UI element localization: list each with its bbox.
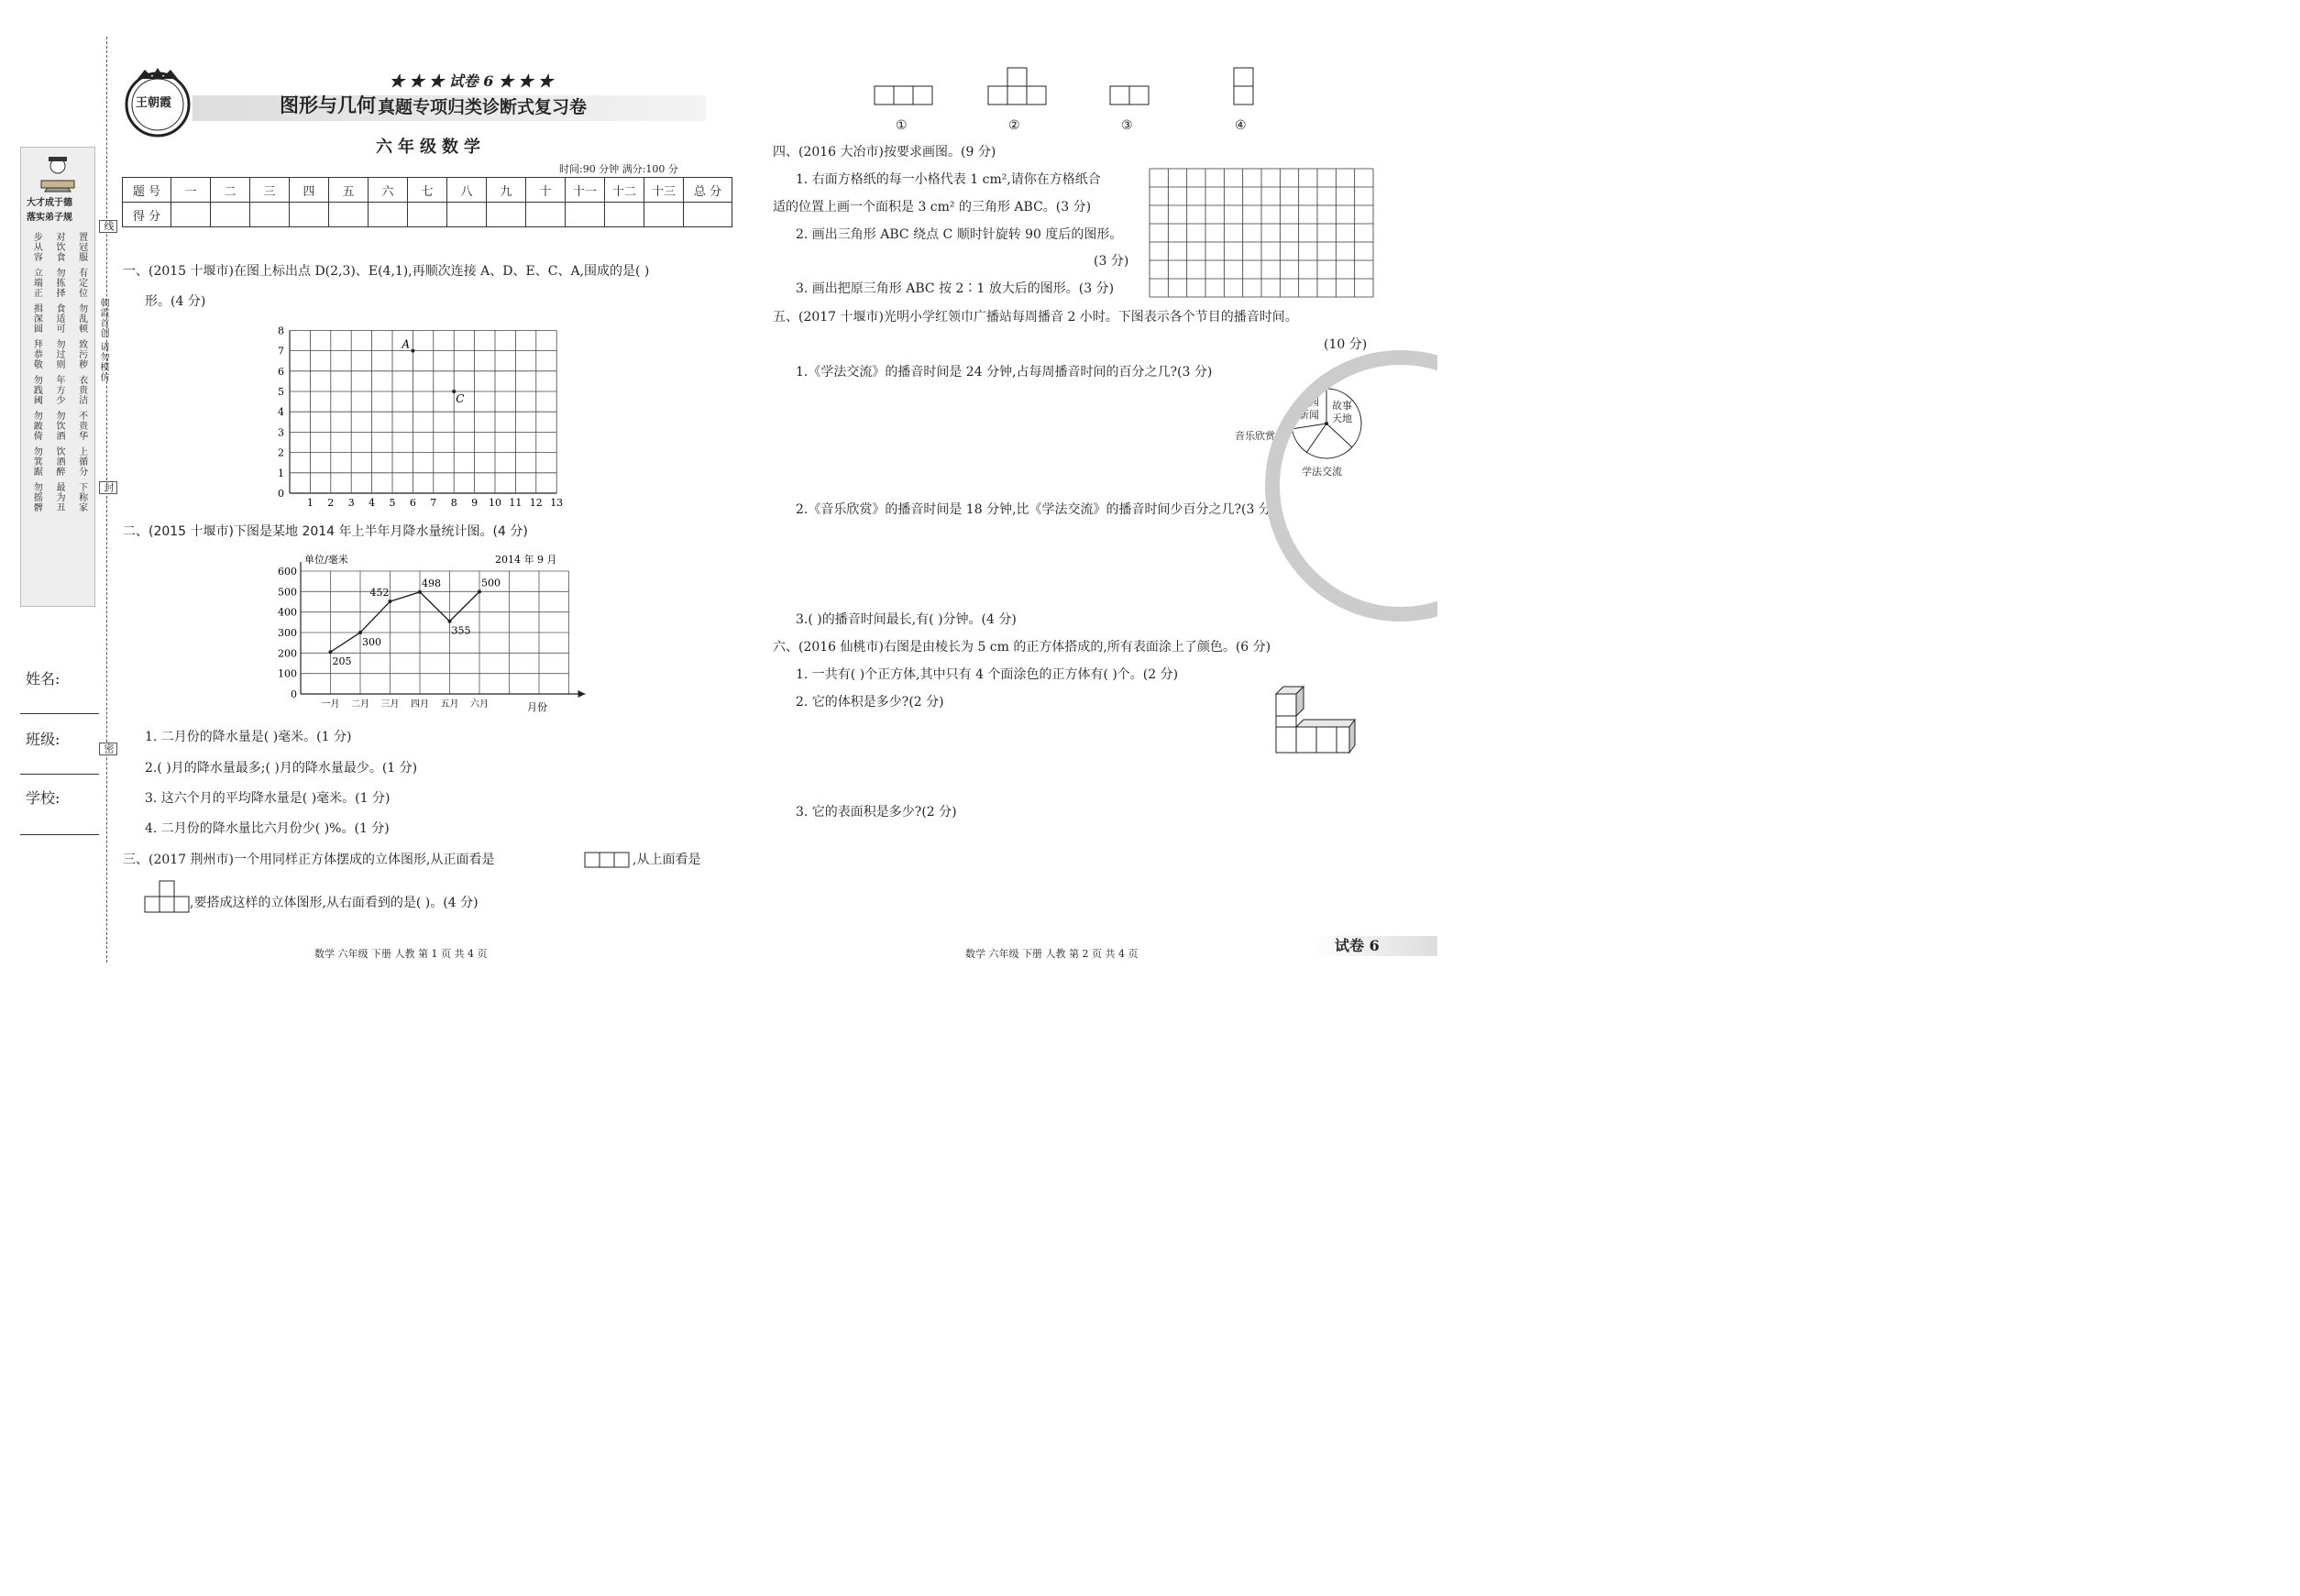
rainfall-data-label: 452 [369, 587, 390, 600]
q4-sub1a: 1. 右面方格纸的每一小格代表 1 cm²,请你在方格纸合 [796, 172, 1101, 187]
front-view-figure [584, 852, 630, 868]
score-input-cell[interactable] [644, 203, 684, 227]
name-label: 姓名: [26, 670, 61, 688]
rainfall-data-label: 500 [481, 577, 501, 589]
cube-stack-figure [1272, 683, 1357, 756]
score-input-cell[interactable] [566, 203, 605, 227]
school-line[interactable] [20, 834, 99, 835]
q2-sub4: 4. 二月份的降水量比六月份少( )%。(1 分) [145, 821, 390, 836]
score-header-cell: 七 [408, 178, 447, 203]
q6-sub1: 1. 一共有( )个正方体,其中只有 4 个面涂色的正方体有( )个。(2 分) [796, 667, 1179, 682]
q1-coordinate-grid[interactable] [266, 323, 578, 515]
q1-text: 一、(2015 十堰市)在图上标出点 D(2,3)、E(4,1),再顺次连接 A、D、E、C、A,围成的是( ) [123, 264, 650, 279]
binding-line [106, 37, 107, 963]
chart-x-label: 月份 [527, 701, 547, 713]
rainfall-point [329, 650, 333, 654]
rule-group [25, 232, 93, 262]
rule-item: 勿践阈 [31, 375, 42, 405]
grid-x-tick: 12 [529, 497, 543, 509]
rule-item: 下称家 [76, 482, 87, 512]
rainfall-point [448, 620, 452, 623]
footer-tag: 试卷 6 [1335, 937, 1380, 954]
q4-text: 四、(2016 大冶市)按要求画图。(9 分) [773, 145, 996, 160]
rule-group [25, 375, 93, 405]
score-input-cell[interactable] [290, 203, 329, 227]
q6-sub3: 3. 它的表面积是多少?(2 分) [796, 805, 957, 820]
grid-x-tick: 1 [306, 497, 314, 509]
chart-y-tick: 600 [278, 566, 297, 578]
grid-y-tick: 3 [278, 426, 284, 439]
score-header-cell: 四 [290, 178, 329, 203]
score-input-cell[interactable] [605, 203, 644, 227]
score-value-row [123, 203, 732, 227]
q4-sub2a: 2. 画出三角形 ABC 绕点 C 顺时针旋转 90 度后的图形。 [796, 227, 1123, 242]
chart-y-tick: 300 [278, 627, 297, 639]
option-1-figure[interactable] [874, 85, 934, 105]
grid-y-tick: 6 [278, 365, 284, 378]
score-input-cell[interactable] [211, 203, 250, 227]
option-2-figure[interactable] [987, 67, 1048, 105]
grid-x-tick: 5 [389, 497, 396, 509]
score-header-cell: 总 分 [684, 178, 732, 203]
school-label: 学校: [26, 789, 61, 807]
series-label: ★ ★ ★ 试卷 6 ★ ★ ★ [390, 72, 554, 90]
rule-item: 勿拣择 [53, 268, 64, 298]
chart-y-tick: 0 [291, 688, 297, 700]
score-header-cell: 五 [329, 178, 369, 203]
rule-item: 衣贵洁 [76, 375, 87, 405]
q3-text: 三、(2017 荆州市)一个用同样正方体摆成的立体图形,从正面看是 [123, 853, 495, 867]
watermark-stamp-icon [1263, 348, 1437, 623]
rule-item: 年方少 [53, 375, 64, 405]
top-view-figure [144, 880, 190, 913]
q5-points: (10 分) [1324, 337, 1368, 352]
score-header-cell: 十二 [605, 178, 644, 203]
q2-sub1: 1. 二月份的降水量是( )毫米。(1 分) [145, 730, 352, 744]
q2-text: 二、(2015 十堰市)下图是某地 2014 年上半年月降水量统计图。(4 分) [123, 524, 528, 539]
score-header-cell: 十一 [566, 178, 605, 203]
chart-y-label: 单位/毫米 [304, 554, 348, 566]
rule-group [25, 482, 93, 512]
q6-text: 六、(2016 仙桃市)右图是由棱长为 5 cm 的正方体搭成的,所有表面涂上了颜色。(6 分) [773, 640, 1271, 655]
grid-y-tick: 1 [278, 467, 284, 479]
point-a [411, 349, 414, 353]
option-3-label: ③ [1121, 118, 1133, 133]
score-row-label: 得 分 [123, 203, 171, 227]
rainfall-point [478, 589, 481, 593]
score-input-cell[interactable] [684, 203, 732, 227]
name-line[interactable] [20, 713, 99, 714]
class-label: 班级: [26, 731, 61, 748]
grid-x-tick: 11 [509, 497, 523, 509]
chart-y-tick: 200 [278, 647, 297, 660]
title-rest: 真题专项归类诊断式复习卷 [378, 97, 588, 117]
rule-item: 拜恭敬 [31, 339, 42, 369]
chart-x-tick: 三月 [380, 699, 400, 710]
rule-item: 立端正 [31, 268, 42, 298]
point-c-label: C [456, 392, 465, 405]
scholar-icon [38, 153, 78, 193]
rule-item: 勿过则 [53, 339, 64, 369]
rainfall-series-line [331, 591, 480, 652]
score-input-cell[interactable] [526, 203, 566, 227]
q5-text: 五、(2017 十堰市)光明小学红领巾广播站每周播音 2 小时。下图表示各个节目的播音时间。 [773, 310, 1298, 325]
sidebar-panel [20, 147, 95, 607]
rule-group [25, 339, 93, 369]
grid-x-tick: 9 [471, 497, 479, 509]
subject-title: 六年级数学 [376, 138, 486, 157]
pie-label-study: 学法交流 [1302, 466, 1342, 478]
grid-y-tick: 0 [278, 488, 284, 500]
grid-y-tick: 7 [278, 345, 284, 358]
score-header-cell: 题 号 [123, 178, 171, 203]
score-header-cell: 六 [369, 178, 408, 203]
time-info: 时间:90 分钟 满分:100 分 [559, 163, 678, 175]
rule-group [25, 268, 93, 298]
margin-mark-secret: 密 [99, 743, 117, 755]
grid-y-tick: 8 [278, 325, 284, 337]
rule-item: 步从容 [31, 232, 42, 262]
option-3-figure[interactable] [1109, 85, 1151, 105]
chart-y-tick: 400 [278, 606, 297, 619]
score-input-cell[interactable] [447, 203, 487, 227]
motto-1: 大才成于德 [27, 198, 72, 208]
score-table [122, 177, 732, 227]
option-4-label: ④ [1235, 118, 1247, 133]
footer-left: 数学 六年级 下册 人教 第 1 页 共 4 页 [314, 948, 488, 960]
grid-x-tick: 2 [327, 497, 335, 509]
grid-x-tick: 4 [369, 497, 376, 509]
chart-y-tick: 500 [278, 586, 297, 599]
score-header-cell: 三 [250, 178, 290, 203]
margin-mark-line: 线 [99, 220, 117, 233]
chart-x-arrow [578, 690, 586, 698]
score-header-row [123, 178, 732, 203]
q5-sub2: 2.《音乐欣赏》的播音时间是 18 分钟,比《学法交流》的播音时间少百分之几?(3 分) [796, 502, 1277, 517]
q1-text-2: 形。(4 分) [145, 294, 206, 309]
rules-list [25, 232, 93, 518]
rule-item: 有定位 [76, 268, 87, 298]
rule-item: 不贵华 [76, 411, 87, 441]
rule-item: 勿乱顿 [76, 303, 87, 334]
score-input-cell[interactable] [171, 203, 211, 227]
option-4-figure[interactable] [1233, 67, 1255, 105]
class-line[interactable] [20, 774, 99, 775]
q5-sub3: 3.( )的播音时间最长,有( )分钟。(4 分) [796, 612, 1017, 627]
chart-x-tick: 四月 [411, 699, 429, 710]
pie-label-music: 音乐欣赏 [1235, 430, 1275, 442]
score-header-cell: 十三 [644, 178, 684, 203]
chart-title: 2014 年 9 月 [495, 554, 557, 566]
score-header-cell: 一 [171, 178, 211, 203]
q4-square-grid[interactable] [1149, 168, 1374, 298]
rainfall-line-chart [257, 550, 587, 720]
q3-text-after: ,从上面看是 [633, 853, 701, 867]
brand-name: 王朝霞 [136, 96, 172, 110]
rule-item: 最为丑 [53, 482, 64, 512]
q4-sub1b: 适的位置上画一个面积是 3 cm² 的三角形 ABC。(3 分) [773, 200, 1092, 215]
pie-label-news: 校园新闻 [1299, 396, 1319, 421]
point-a-label: A [402, 337, 411, 351]
rule-item: 置冠服 [76, 232, 87, 262]
title-bold: 图形与几何 [280, 94, 376, 116]
grid-y-tick: 2 [278, 446, 284, 459]
q4-sub2b: (3 分) [1094, 254, 1129, 269]
margin-mark-seal: 封 [99, 481, 117, 494]
footer-right: 数学 六年级 下册 人教 第 2 页 共 4 页 [965, 948, 1139, 960]
grid-y-tick: 5 [278, 386, 284, 398]
rainfall-data-label: 498 [422, 577, 441, 589]
rule-group [25, 411, 93, 441]
rule-item: 致污秽 [76, 339, 87, 369]
q6-sub2: 2. 它的体积是多少?(2 分) [796, 695, 944, 710]
rule-item: 揖深圆 [31, 303, 42, 334]
score-input-cell[interactable] [250, 203, 290, 227]
rule-item: 饮酒醉 [53, 446, 64, 477]
chart-x-tick: 六月 [470, 699, 489, 710]
rule-item: 勿跛倚 [31, 411, 42, 441]
chart-y-tick: 100 [278, 667, 297, 680]
pie-label-stories: 故事天地 [1332, 400, 1352, 424]
chart-x-tick: 二月 [351, 699, 369, 710]
rule-item: 对饮食 [53, 232, 64, 262]
grid-x-tick: 10 [489, 497, 501, 509]
option-1-label: ① [896, 118, 908, 133]
rule-item: 食适可 [53, 303, 64, 334]
score-header-cell: 八 [447, 178, 487, 203]
score-header-cell: 九 [487, 178, 526, 203]
score-input-cell[interactable] [408, 203, 447, 227]
grid-x-tick: 3 [347, 497, 355, 509]
grid-x-tick: 8 [450, 497, 457, 509]
grid-x-tick: 6 [409, 497, 416, 509]
rule-group [25, 303, 93, 334]
score-input-cell[interactable] [369, 203, 408, 227]
q4-sub3: 3. 画出把原三角形 ABC 按 2∶1 放大后的图形。(3 分) [796, 281, 1115, 296]
rainfall-data-label: 355 [451, 624, 471, 637]
score-input-cell[interactable] [487, 203, 526, 227]
rule-item: 上循分 [76, 446, 87, 477]
rainfall-data-label: 300 [362, 636, 381, 648]
score-header-cell: 二 [211, 178, 250, 203]
rule-item: 勿饮酒 [53, 411, 64, 441]
grid-y-tick: 4 [278, 406, 284, 419]
rule-item: 勿摇髀 [31, 482, 42, 512]
q5-sub1: 1.《学法交流》的播音时间是 24 分钟,占每周播音时间的百分之几?(3 分) [796, 365, 1213, 380]
score-input-cell[interactable] [329, 203, 369, 227]
grid-x-tick: 13 [550, 497, 564, 509]
q2-sub2: 2.( )月的降水量最多;( )月的降水量最少。(1 分) [145, 761, 418, 776]
q3-text-2: ,要搭成这样的立体图形,从右面看到的是( )。(4 分) [190, 896, 479, 910]
rule-group [25, 446, 93, 477]
option-2-label: ② [1008, 118, 1020, 133]
motto-2: 落实弟子规 [27, 213, 72, 223]
q2-sub3: 3. 这六个月的平均降水量是( )毫米。(1 分) [145, 791, 391, 806]
rainfall-point [418, 590, 422, 594]
copyright-warning: 朝霞首创 请勿模仿 [98, 298, 108, 383]
rainfall-data-label: 205 [332, 655, 352, 668]
rainfall-point [389, 600, 392, 603]
chart-x-tick: 一月 [321, 699, 340, 710]
rule-item: 勿箕踞 [31, 446, 42, 477]
score-header-cell: 十 [526, 178, 566, 203]
rainfall-point [358, 631, 362, 634]
grid-x-tick: 7 [430, 497, 437, 509]
chart-x-tick: 五月 [440, 699, 459, 710]
